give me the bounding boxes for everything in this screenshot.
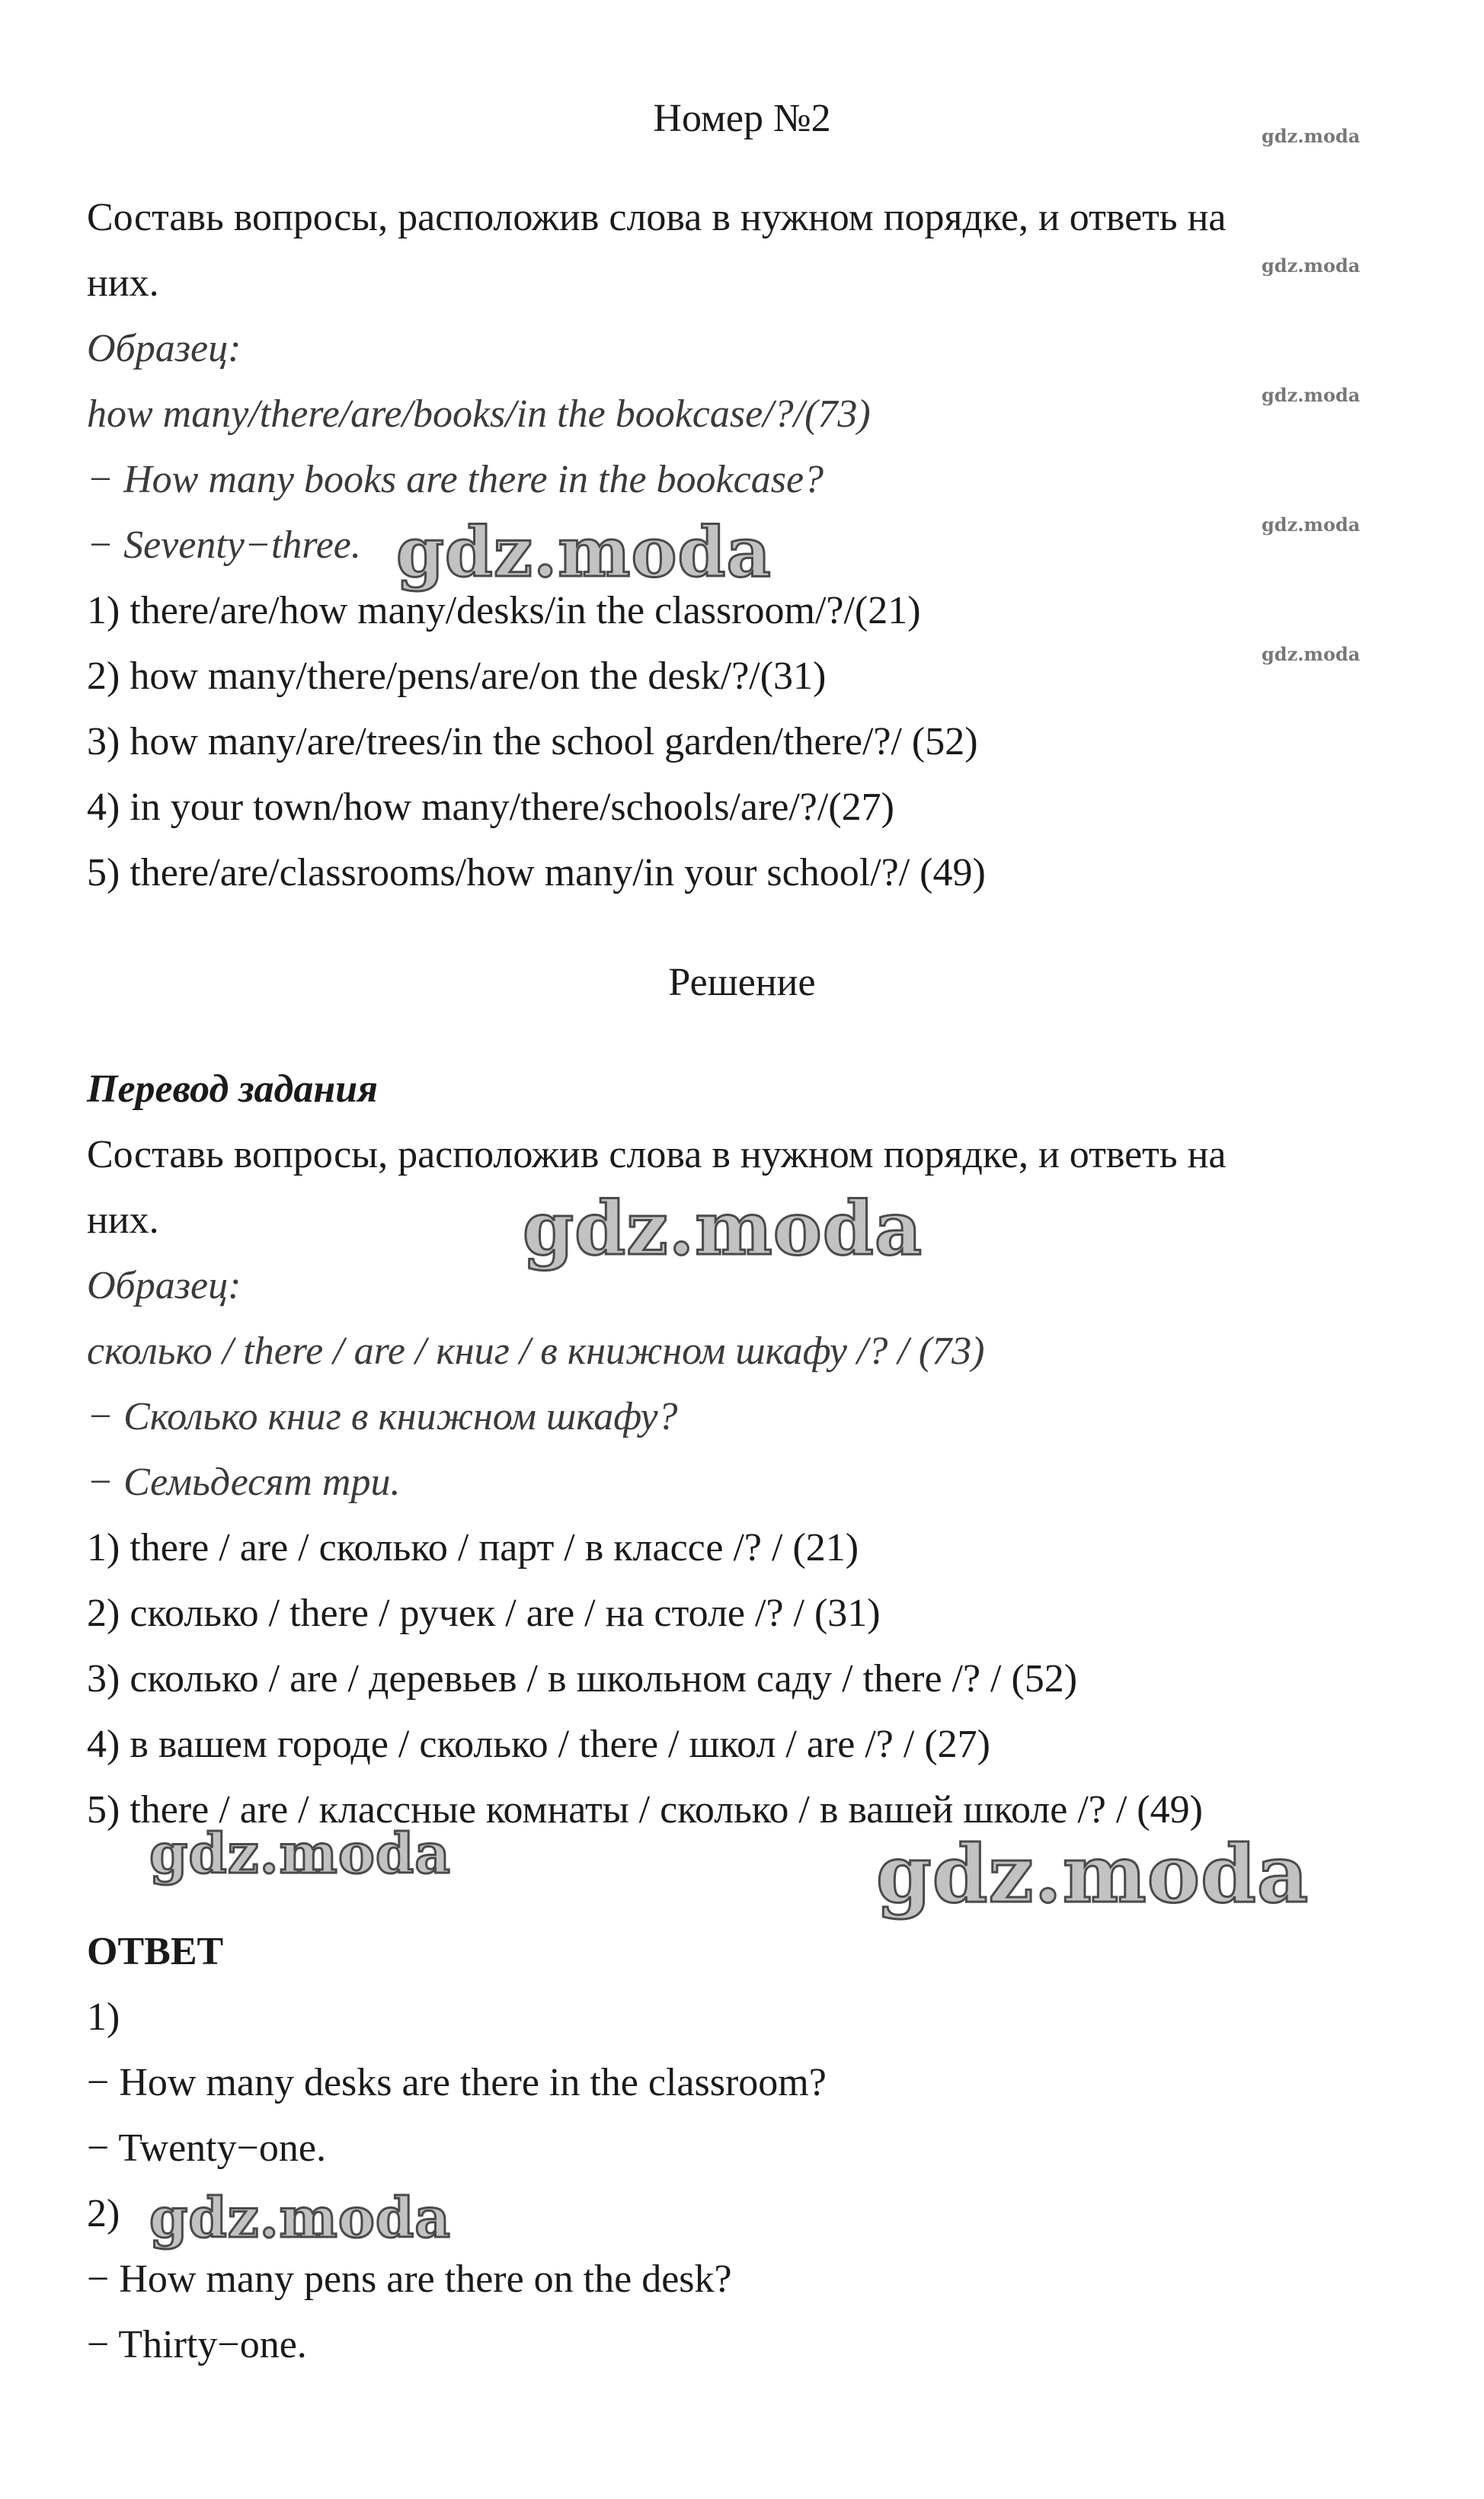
- solution-item-2: 2) сколько / there / ручек / are / на столе /? / (31): [87, 1592, 881, 1635]
- translation-heading: Перевод задания: [87, 1067, 378, 1111]
- answer-2-reply: − Thirty−one.: [87, 2323, 307, 2366]
- watermark-large: gdz.moda: [149, 1821, 451, 1886]
- task-item-2: 2) how many/there/pens/are/on the desk/?/(31): [87, 654, 827, 698]
- solution-sample-question: − Сколько книг в книжном шкафу?: [87, 1395, 678, 1438]
- watermark-small: gdz.moda: [1262, 514, 1361, 536]
- watermark-large: gdz.moda: [523, 1186, 923, 1272]
- watermark-small: gdz.moda: [1262, 384, 1361, 406]
- solution-instruction-line2: них.: [87, 1198, 159, 1242]
- task-instruction-line1: Составь вопросы, расположив слова в нужном порядке, и ответь на: [87, 196, 1227, 239]
- solution-item-4: 4) в вашем городе / сколько / there / школ / are /? / (27): [87, 1723, 990, 1766]
- solution-instruction-line1: Составь вопросы, расположив слова в нужном порядке, и ответь на: [87, 1133, 1227, 1176]
- answer-1-reply: − Twenty−one.: [87, 2126, 327, 2170]
- task-sample-prompt: how many/there/are/books/in the bookcase/?/(73): [87, 392, 871, 436]
- task-item-4: 4) in your town/how many/there/schools/are/?/(27): [87, 786, 894, 829]
- watermark-small: gdz.moda: [1262, 125, 1361, 147]
- answer-1-question: − How many desks are there in the classroom?: [87, 2061, 827, 2104]
- watermark-large: gdz.moda: [396, 512, 772, 593]
- solution-item-3: 3) сколько / are / деревьев / в школьном саду / there /? / (52): [87, 1657, 1078, 1701]
- task-sample-answer: − Seventy−three.: [87, 523, 361, 567]
- watermark-large: gdz.moda: [149, 2185, 451, 2250]
- task-sample-question: − How many books are there in the bookcase?: [87, 458, 824, 501]
- task-item-5: 5) there/are/classrooms/how many/in your school/?/ (49): [87, 851, 986, 894]
- answer-2-question: − How many pens are there on the desk?: [87, 2257, 732, 2301]
- task-sample-label: Образец:: [87, 327, 241, 370]
- solution-item-1: 1) there / are / сколько / парт / в классе /? / (21): [87, 1526, 859, 1569]
- watermark-small: gdz.moda: [1262, 643, 1361, 665]
- answer-1-number: 1): [87, 1995, 120, 2039]
- task-item-3: 3) how many/are/trees/in the school garden/there/?/ (52): [87, 720, 978, 763]
- answer-heading: ОТВЕТ: [87, 1930, 224, 1973]
- solution-heading: Решение: [668, 961, 816, 1004]
- task-title: Номер №2: [653, 97, 831, 140]
- watermark-small: gdz.moda: [1262, 254, 1361, 277]
- watermark-large: gdz.moda: [876, 1827, 1310, 1921]
- solution-item-5: 5) there / are / классные комнаты / сколько / в вашей школе /? / (49): [87, 1788, 1203, 1832]
- task-item-1: 1) there/are/how many/desks/in the classroom/?/(21): [87, 589, 921, 632]
- answer-2-number: 2): [87, 2192, 120, 2235]
- solution-sample-prompt: сколько / there / are / книг / в книжном шкафу /? / (73): [87, 1329, 985, 1373]
- solution-sample-label: Образец:: [87, 1264, 241, 1307]
- solution-sample-answer: − Семьдесят три.: [87, 1461, 401, 1504]
- task-instruction-line2: них.: [87, 261, 159, 305]
